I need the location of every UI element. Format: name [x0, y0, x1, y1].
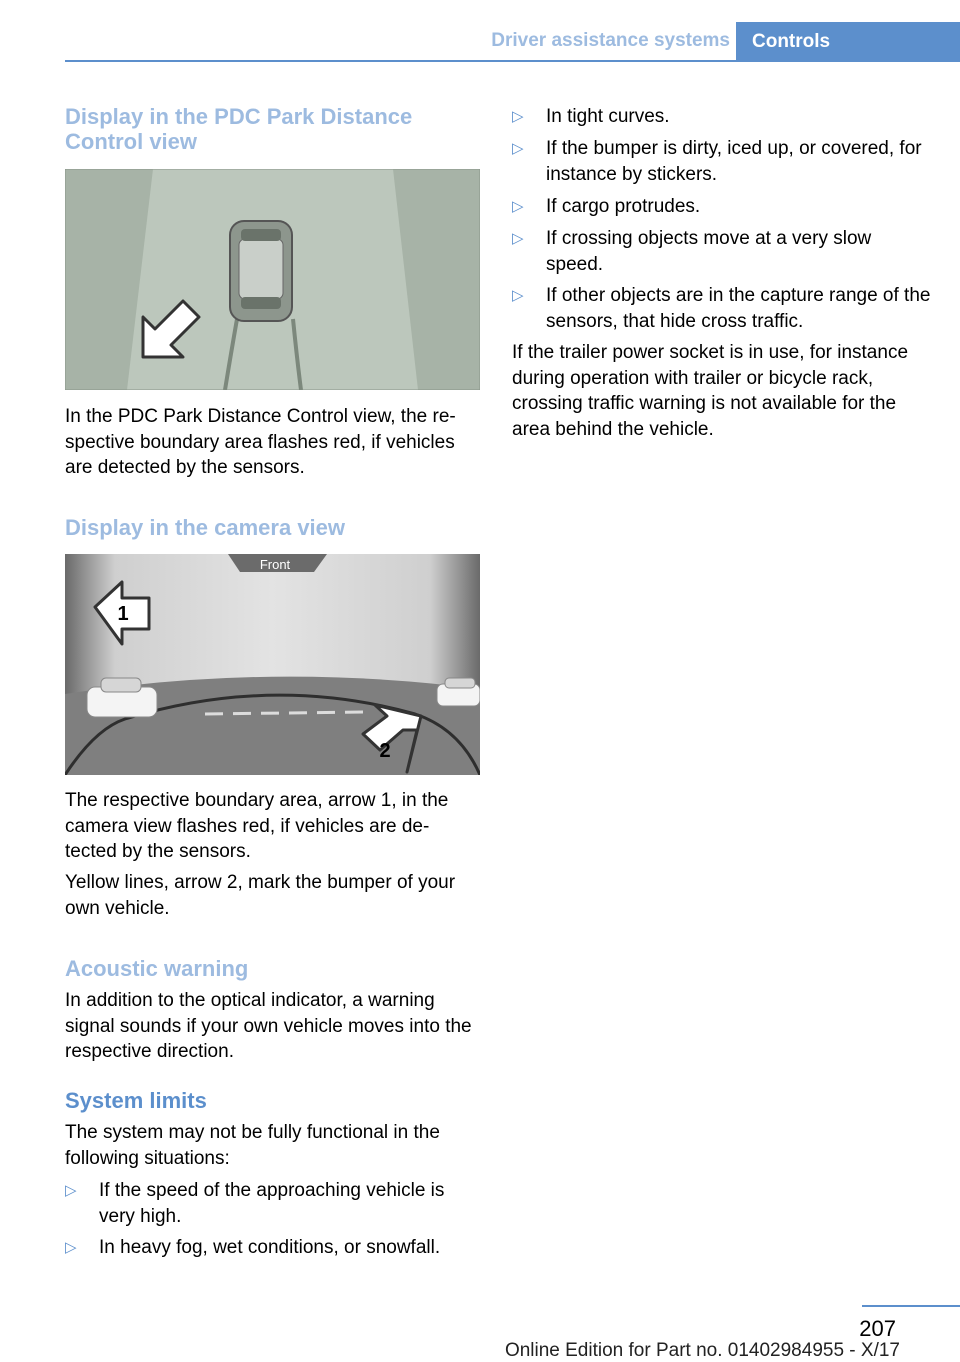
list-item: ▷ If other objects are in the capture range of the sensors, that hide cross traffic.	[512, 285, 931, 332]
camera-view-text-1: The respective boundary area, arrow 1, in the camera view flashes red, if vehicles are de-tected by the sensors.	[65, 790, 449, 862]
list-item: ▷ If cargo protrudes.	[512, 196, 701, 217]
triangle-bullet-icon: ▷	[512, 108, 524, 125]
list-item: ▷ In tight curves.	[512, 106, 670, 127]
car-icon	[230, 221, 292, 321]
list-item: ▷ If the bumper is dirty, iced up, or covered, for instance by stickers.	[512, 138, 922, 185]
list-item: ▷ In heavy fog, wet conditions, or snowfall.	[65, 1237, 441, 1258]
header-section-title: Driver assistance systems	[491, 30, 730, 51]
camera-view-heading: Display in the camera view	[65, 515, 346, 540]
triangle-bullet-icon: ▷	[65, 1182, 77, 1199]
header-chapter-tab[interactable]: Controls	[736, 22, 960, 62]
pdc-view-heading: Display in the PDC Park Distance Control view	[65, 104, 413, 154]
callout-2-number: 2	[379, 740, 391, 762]
triangle-bullet-icon: ▷	[512, 198, 524, 215]
triangle-bullet-icon: ▷	[512, 287, 524, 304]
camera-view-text-2: Yellow lines, arrow 2, mark the bumper of your own vehicle.	[65, 872, 456, 919]
callout-1-number: 1	[117, 603, 129, 625]
camera-front-label: Front	[259, 557, 291, 572]
trailer-socket-text: If the trailer power socket is in use, for instance during operation with trailer or bicycle rack, crossing traffic warning is not available for the area behind the vehicle.	[512, 342, 909, 440]
header-rule	[65, 60, 960, 62]
camera-view-illustration	[65, 554, 480, 775]
list-item: ▷ If crossing objects move at a very slow speed.	[512, 228, 872, 275]
triangle-bullet-icon: ▷	[512, 230, 524, 247]
triangle-bullet-icon: ▷	[512, 140, 524, 157]
acoustic-warning-heading: Acoustic warning	[65, 956, 249, 981]
footer-rule	[862, 1305, 960, 1307]
system-limits-intro: The system may not be fully functional in the following situations:	[65, 1122, 440, 1169]
system-limits-heading: System limits	[65, 1088, 207, 1113]
acoustic-warning-text: In addition to the optical indicator, a warning signal sounds if your own vehicle moves into the respective direction.	[65, 990, 472, 1062]
pdc-view-illustration	[65, 169, 480, 390]
list-item: ▷ If the speed of the approaching vehicle is very high.	[65, 1180, 445, 1227]
pdc-view-text: In the PDC Park Distance Control view, the re-spective boundary area flashes red, if vehicles are detected by the sensors.	[65, 406, 456, 478]
page-number: 207	[859, 1316, 896, 1341]
triangle-bullet-icon: ▷	[65, 1239, 77, 1256]
footer-edition: Online Edition for Part no. 01402984955 - X/17	[504, 1340, 900, 1361]
